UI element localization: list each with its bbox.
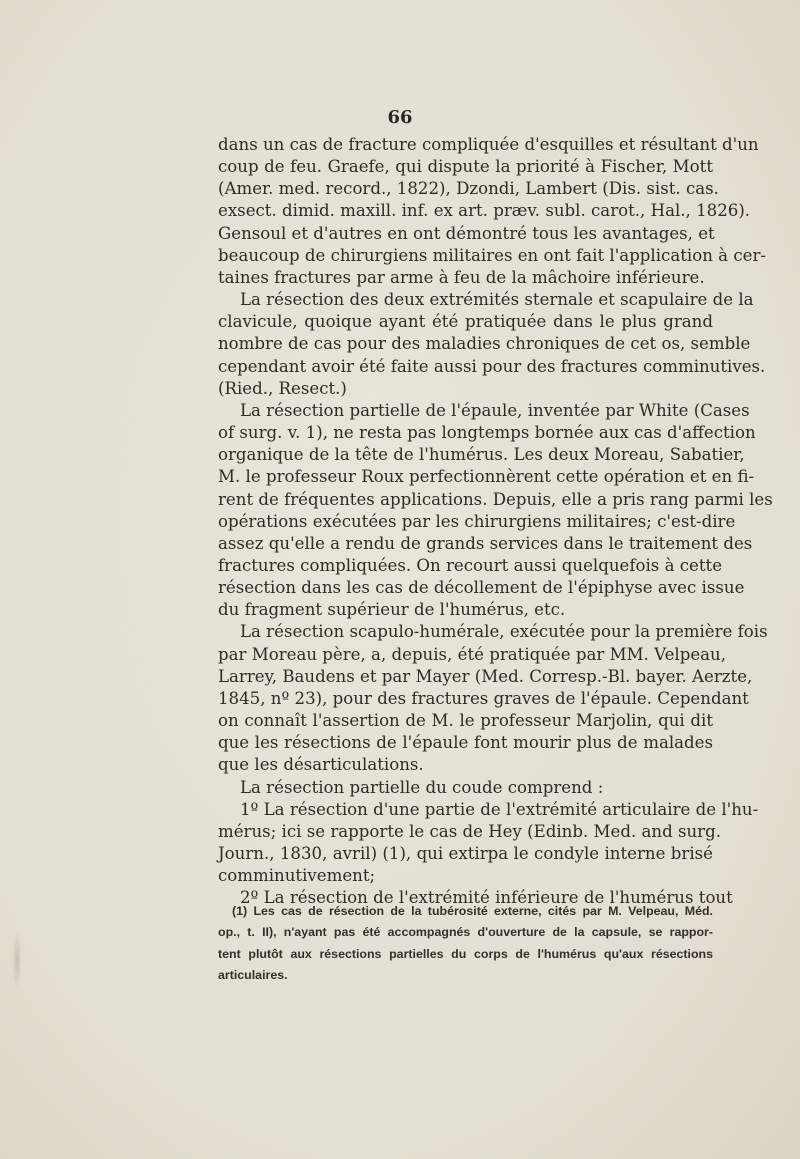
text-line: opérations exécutées par les chirurgiens militaires; c'est-dire xyxy=(218,511,736,531)
text-line: résection dans les cas de décollement de l'épiphyse avec issue xyxy=(218,578,745,598)
text-line: par Moreau père, a, depuis, été pratiquée par MM. Velpeau, xyxy=(218,644,726,664)
text-line: comminutivement; xyxy=(218,866,376,886)
margin-smudge xyxy=(12,930,22,990)
text-line: M. le professeur Roux perfectionnèrent cette opération et en fi- xyxy=(218,467,755,487)
text-line: mérus; ici se rapporte le cas de Hey (Edinb. Med. and surg. xyxy=(218,821,722,841)
text-line: dans un cas de fracture compliquée d'esquilles et résultant d'un xyxy=(218,135,759,154)
text-line: (Ried., Resect.) xyxy=(218,378,347,398)
footnote-line: tent plutôt aux résections partielles du corps de l'humérus qu'aux résections xyxy=(218,946,713,961)
footnote-line: articulaires. xyxy=(218,968,288,983)
footnote xyxy=(218,901,713,987)
text-line: 1845, nº 23), pour des fractures graves de l'épaule. Cependant xyxy=(218,688,749,708)
text-line: cependant avoir été faite aussi pour des fractures comminutives. xyxy=(218,356,766,376)
text-line: organique de la tête de l'humérus. Les deux Moreau, Sabatier, xyxy=(218,445,745,465)
text-line: on connaît l'assertion de M. le professeur Marjolin, qui dit xyxy=(218,711,713,731)
text-line: La résection partielle de l'épaule, inventée par White (Cases xyxy=(240,400,750,420)
text-line: rent de fréquentes applications. Depuis, elle a pris rang parmi les xyxy=(218,489,773,509)
text-line: que les désarticulations. xyxy=(218,755,424,775)
text-line: La résection partielle du coude comprend : xyxy=(240,777,604,797)
text-line: Gensoul et d'autres en ont démontré tous les avantages, et xyxy=(218,223,715,243)
text-line: La résection des deux extrémités sternale et scapulaire de la xyxy=(240,290,754,310)
text-line: Larrey, Baudens et par Mayer (Med. Corresp.-Bl. bayer. Aerzte, xyxy=(218,666,753,686)
text-line: fractures compliquées. On recourt aussi quelquefois à cette xyxy=(218,555,723,575)
text-line: assez qu'elle a rendu de grands services dans le traitement des xyxy=(218,533,753,553)
text-line: (Amer. med. record., 1822), Dzondi, Lambert (Dis. sist. cas. xyxy=(218,179,719,199)
text-line: 2º La résection de l'extrémité inférieure de l'humérus tout xyxy=(240,888,733,908)
text-line: 1º La résection d'une partie de l'extrémité articulaire de l'hu- xyxy=(240,799,759,819)
text-line: of surg. v. 1), ne resta pas longtemps bornée aux cas d'affection xyxy=(218,423,756,443)
footnote-line: (1) Les cas de résection de la tubérosité externe, cités par M. Velpeau, Méd. xyxy=(232,904,713,918)
page-number: 66 xyxy=(387,107,413,128)
text-line: coup de feu. Graefe, qui dispute la priorité à Fischer, Mott xyxy=(218,157,713,177)
text-line: Journ., 1830, avril) (1), qui extirpa le condyle interne brisé xyxy=(218,844,713,863)
text-line: beaucoup de chirurgiens militaires en ont fait l'application à cer- xyxy=(218,245,766,265)
text-line: que les résections de l'épaule font mourir plus de malades xyxy=(218,733,713,753)
text-line: nombre de cas pour des maladies chroniques de cet os, semble xyxy=(218,334,751,354)
body-text xyxy=(218,134,773,909)
text-line: taines fractures par arme à feu de la mâchoire inférieure. xyxy=(218,267,705,287)
text-line: du fragment supérieur de l'humérus, etc. xyxy=(218,600,566,620)
text-line: exsect. dimid. maxill. inf. ex art. præv. subl. carot., Hal., 1826). xyxy=(218,201,751,221)
text-line: La résection scapulo-humérale, exécutée pour la première fois xyxy=(240,622,768,642)
text-line: clavicule, quoique ayant été pratiquée dans le plus grand xyxy=(218,312,713,332)
footnote-line: op., t. II), n'ayant pas été accompagnés d'ouverture de la capsule, se rappor- xyxy=(218,925,713,940)
